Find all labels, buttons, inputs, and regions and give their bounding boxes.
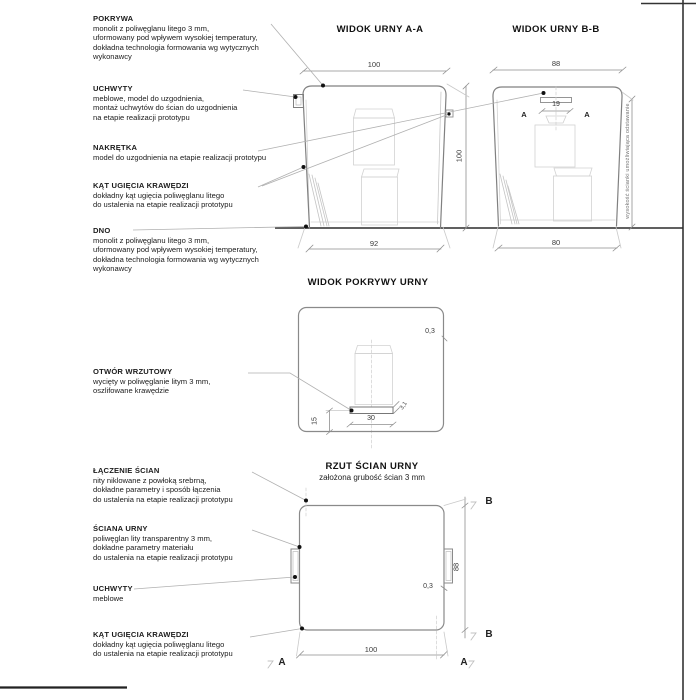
annotation-title: POKRYWA [93, 14, 134, 23]
view-aa-drawing [294, 68, 470, 252]
annotation-line: dokładna technologia formowania wg wytycznych [93, 254, 259, 264]
annotation-kat-top [93, 181, 298, 210]
annotation-line: do ustalenia na etapie realizacji prototypu [93, 649, 233, 659]
plan-marker-a-left: A [278, 657, 286, 668]
lid-deposit-slot [350, 407, 393, 414]
bb-dim-slot: 19 [552, 101, 560, 108]
leader-dots [293, 84, 546, 631]
plan-marker-b-bottom: B [485, 629, 493, 640]
annotation-sciana [93, 524, 298, 562]
aa-dim-bottom: 92 [369, 239, 379, 248]
annotation-line: dokładne parametry materiału [93, 543, 194, 553]
annotation-line: uformowany pod wpływem wysokiej temperatury, [93, 245, 258, 255]
aa-inner-container [306, 100, 439, 226]
lid-dim-slot-height: 3,1 [399, 400, 409, 412]
view-plan-title: RZUT ŚCIAN URNY [325, 461, 419, 472]
annotation-line: model do uzgodnienia na etapie realizacji prototypu [93, 152, 267, 162]
annotation-line: dokładna technologia formowania wg wytycznych [93, 42, 259, 52]
annotation-title: KĄT UGIĘCIA KRAWĘDZI [93, 181, 189, 190]
aa-dim-top: 100 [367, 60, 381, 69]
annotation-line: nity niklowane z powłoką srebrną, [93, 475, 207, 485]
lid-dim-slot-width: 30 [367, 415, 375, 422]
annotation-dno [93, 226, 298, 274]
annotation-line: poliwęglan lity transparentny 3 mm, [93, 533, 213, 543]
annotation-line: dokładny kąt ugięcia poliwęglanu litego [93, 190, 225, 200]
lid-dimensions [326, 336, 447, 435]
annotation-line: na etapie realizacji prototypu [93, 112, 190, 122]
annotation-nakretka [93, 143, 298, 162]
annotation-line: do ustalenia na etapie realizacji prototypu [93, 552, 233, 562]
bb-marker-a-right: A [584, 110, 590, 119]
bb-side-note: wysokość ścianki umożliwiająca odstawanie [625, 103, 631, 219]
bb-marker-a-left: A [521, 110, 527, 119]
aa-inner-wall-line [438, 92, 442, 224]
lid-inner-shape [355, 346, 393, 405]
view-bb-drawing [490, 67, 635, 251]
annotation-uchwyty-bottom [93, 584, 298, 603]
annotation-line: meblowe [93, 593, 124, 603]
annotation-title: NAKRĘTKA [93, 143, 138, 152]
annotation-line: monolit z poliwęglanu litego 3 mm, [93, 235, 210, 245]
aa-hatching [309, 174, 329, 226]
annotation-title: ŁĄCZENIE ŚCIAN [93, 466, 160, 475]
annotation-line: meblowe, model do uzgodnienia, [93, 93, 205, 103]
plan-marker-b-top: B [485, 496, 493, 507]
aa-dim-side: 100 [454, 149, 464, 163]
view-plan-drawing [268, 488, 476, 668]
annotation-line: do ustalenia na etapie realizacji prototypu [93, 494, 233, 504]
annotation-line: oszlifowane krawędzie [93, 386, 169, 396]
plan-dim-depth: 88 [451, 562, 461, 572]
annotation-pokrywa [93, 14, 298, 62]
annotation-line: wycięty w poliwęglanie litym 3 mm, [93, 376, 211, 386]
plan-right-handle-inner [446, 552, 451, 581]
annotation-line: uformowany pod wpływem wysokiej temperatury, [93, 33, 258, 43]
bb-dim-top: 88 [551, 59, 561, 68]
plan-outline [300, 506, 445, 631]
annotation-line: montaż uchwytów do ścian do uzgodnienia [93, 103, 238, 113]
annotation-title: ŚCIANA URNY [93, 524, 148, 533]
bb-hatching [500, 174, 519, 224]
bb-dim-bottom: 80 [551, 238, 561, 247]
plan-dim-width: 100 [364, 645, 378, 654]
plan-marker-a-right: A [460, 657, 468, 668]
annotation-title: UCHWYTY [93, 84, 133, 93]
plan-dimensions [297, 497, 469, 658]
annotation-title: DNO [93, 226, 111, 235]
view-lid-title: WIDOK POKRYWY URNY [307, 277, 429, 288]
annotation-title: KĄT UGIĘCIA KRAWĘDZI [93, 630, 189, 639]
annotation-title: UCHWYTY [93, 584, 133, 593]
annotation-title: OTWÓR WRZUTOWY [93, 367, 173, 376]
annotation-line: monolit z poliwęglanu litego 3 mm, [93, 23, 210, 33]
annotation-line: wykonawcy [93, 52, 132, 62]
annotation-line: wykonawcy [93, 264, 132, 274]
annotation-otwor [93, 367, 298, 396]
lid-dim-corner: 0,3 [425, 328, 435, 335]
lid-dim-offset: 15 [311, 417, 319, 425]
annotation-kat-bottom [93, 630, 298, 659]
annotation-line: do ustalenia na etapie realizacji prototypu [93, 200, 233, 210]
annotation-line: dokładny kąt ugięcia poliwęglanu litego [93, 639, 225, 649]
annotation-line: dokładne parametry i sposób łączenia [93, 485, 221, 495]
plan-dim-wall: 0,3 [423, 583, 433, 590]
annotation-laczenie [93, 466, 298, 504]
annotation-uchwyty-top [93, 84, 298, 122]
view-aa-title: WIDOK URNY A-A [336, 24, 424, 35]
view-plan-subtitle: założona grubość ścian 3 mm [319, 473, 425, 482]
view-bb-title: WIDOK URNY B-B [512, 24, 600, 35]
